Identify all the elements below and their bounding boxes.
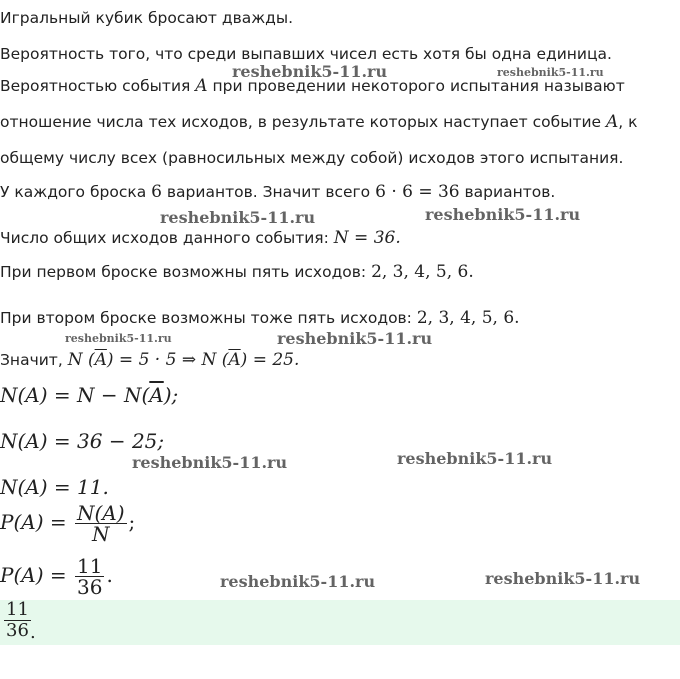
watermark: reshebnik5-11.ru xyxy=(65,332,172,345)
watermark: reshebnik5-11.ru xyxy=(397,449,553,468)
watermark: reshebnik5-11.ru xyxy=(220,572,376,591)
definition-line-3: общему числу всех (равносильных между собой) исходов этого испытания. xyxy=(0,149,624,167)
definition-text: отношение числа тех исходов, в результате которых наступает событие xyxy=(0,113,607,131)
answer-box xyxy=(0,600,680,645)
definition-text: при проведении некоторого испытания называют xyxy=(207,77,625,95)
equation-3-text: N(A) = 11. xyxy=(0,475,109,499)
equation-1-text: $N(A) = N - N(\overline{A})$; xyxy=(0,383,179,407)
second-throw-text: При втором броске возможны тоже пять исходов: xyxy=(0,309,417,327)
math-outcomes: 2, 3, 4, 5, 6. xyxy=(416,308,520,328)
watermark: reshebnik5-11.ru xyxy=(232,62,388,81)
answer-fraction xyxy=(4,600,31,641)
event-symbol: A xyxy=(606,112,619,132)
fraction-denominator: N xyxy=(92,522,110,546)
fraction-na-over-n xyxy=(75,503,127,544)
fraction-numerator: N(A) xyxy=(76,501,125,525)
watermark: reshebnik5-11.ru xyxy=(425,205,581,224)
equation-5-left: P(A) = xyxy=(0,563,67,587)
first-throw-line xyxy=(0,262,474,282)
complement-text: Значит, xyxy=(0,351,68,369)
event-symbol: A xyxy=(195,76,208,96)
equation-5 xyxy=(0,556,113,597)
math-product: 6 · 6 = 36 xyxy=(375,182,460,202)
equation-4 xyxy=(0,503,135,544)
math-six: 6 xyxy=(151,182,162,202)
total-outcomes-text: Число общих исходов данного события: xyxy=(0,229,334,247)
equation-5-end: . xyxy=(106,563,113,587)
variants-text: У каждого броска xyxy=(0,183,152,201)
math-n-equals: N = 36. xyxy=(333,228,401,248)
answer-period: . xyxy=(30,622,36,643)
fraction-denominator: 36 xyxy=(76,575,103,599)
answer-denominator: 36 xyxy=(6,620,29,641)
equation-4-left: P(A) = xyxy=(0,510,67,534)
math-outcomes: 2, 3, 4, 5, 6. xyxy=(371,262,474,282)
equation-4-end: ; xyxy=(128,510,136,534)
math-complement: N $(\overline{A}) = 5 \cdot 5$ ⇒ N $(\overline{A}) = 25$. xyxy=(67,350,300,370)
variants-text: вариантов. xyxy=(459,183,556,201)
second-throw-line xyxy=(0,308,520,328)
equation-2-text: N(A) = 36 − 25; xyxy=(0,429,165,453)
watermark: reshebnik5-11.ru xyxy=(277,329,433,348)
watermark: reshebnik5-11.ru xyxy=(485,569,641,588)
variants-line xyxy=(0,182,555,202)
total-outcomes-line xyxy=(0,228,401,248)
watermark: reshebnik5-11.ru xyxy=(497,66,604,79)
complement-line xyxy=(0,350,299,370)
fraction-numerator: 11 xyxy=(76,554,103,578)
equation-1 xyxy=(0,382,178,408)
definition-text: Вероятностью события xyxy=(0,77,196,95)
watermark: reshebnik5-11.ru xyxy=(160,208,316,227)
definition-line-2 xyxy=(0,112,638,132)
variants-text: вариантов. Значит всего xyxy=(161,183,376,201)
answer-numerator: 11 xyxy=(6,599,29,620)
equation-2 xyxy=(0,428,164,454)
fraction-11-over-36 xyxy=(75,556,104,597)
equation-3 xyxy=(0,474,109,500)
problem-statement: Игральный кубик бросают дважды. xyxy=(0,9,294,27)
first-throw-text: При первом броске возможны пять исходов: xyxy=(0,263,372,281)
task-description: Вероятность того, что среди выпавших чисел есть хотя бы одна единица. xyxy=(0,45,612,63)
watermark: reshebnik5-11.ru xyxy=(132,453,288,472)
definition-text: , к xyxy=(618,113,638,131)
